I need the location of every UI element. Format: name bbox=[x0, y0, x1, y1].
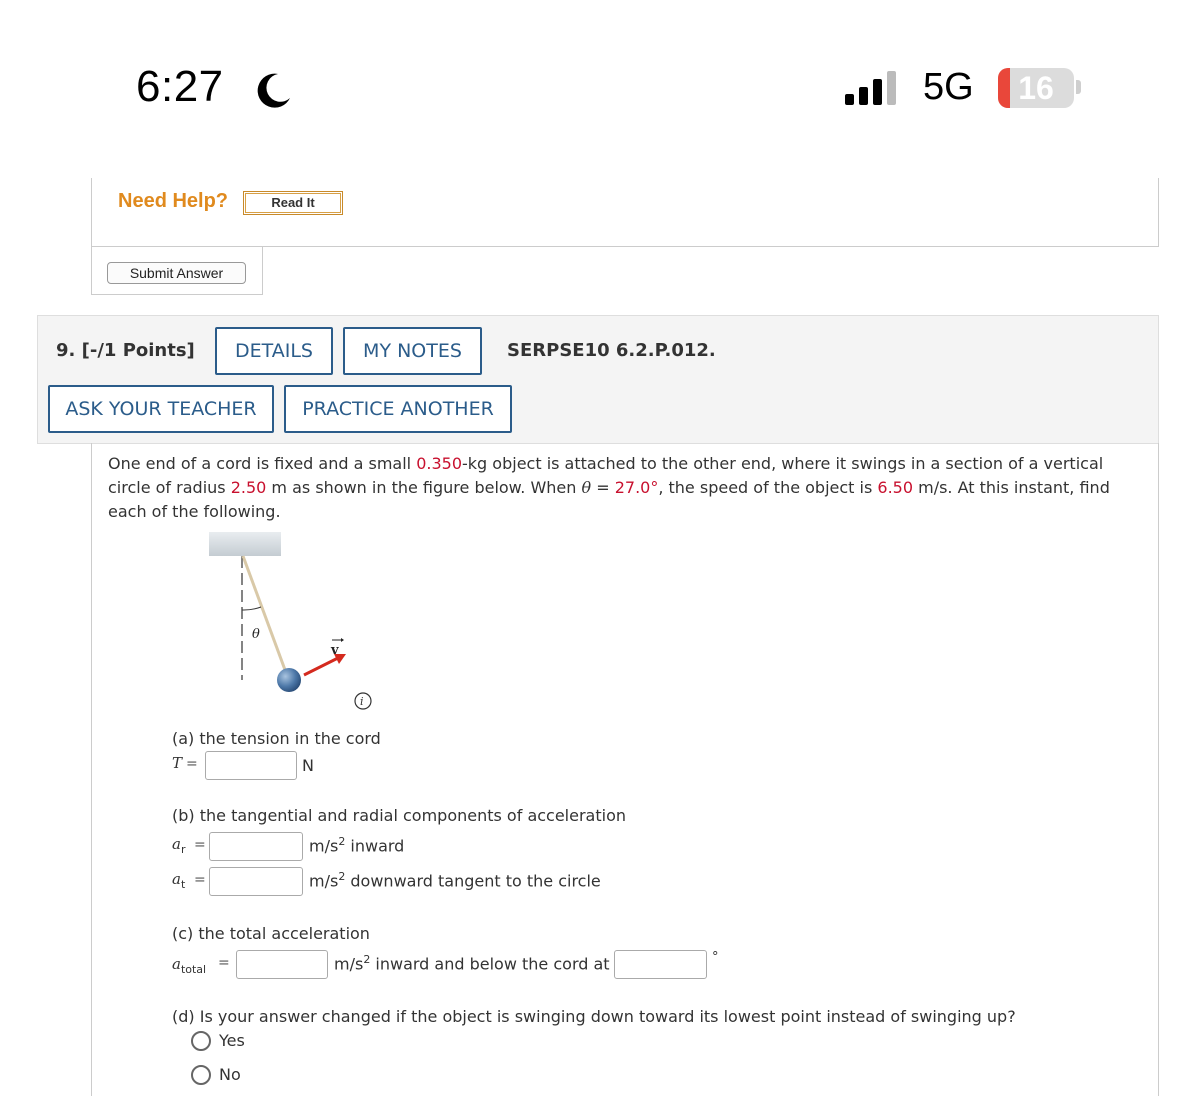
speed-value: 6.50 bbox=[877, 478, 914, 497]
tension-eq: = bbox=[186, 756, 198, 772]
question-code: SERPSE10 6.2.P.012. bbox=[507, 340, 716, 361]
status-time: 6:27 bbox=[136, 62, 224, 111]
object-ball bbox=[277, 668, 301, 692]
network-label: 5G bbox=[923, 66, 974, 108]
radio-no[interactable] bbox=[191, 1065, 211, 1085]
read-it-button[interactable] bbox=[243, 191, 343, 215]
tension-unit: N bbox=[302, 756, 314, 775]
svg-text:i: i bbox=[360, 695, 364, 708]
radio-no-label[interactable]: No bbox=[219, 1065, 241, 1084]
radial-acc-eq: = bbox=[194, 837, 206, 853]
part-d-label: (d) Is your answer changed if the object is swinging down toward its lowest point instead of swinging up? bbox=[172, 1007, 1016, 1026]
total-acc-eq: = bbox=[218, 955, 230, 971]
mass-value: 0.350 bbox=[416, 454, 463, 473]
battery-nub bbox=[1076, 80, 1081, 94]
moon-icon bbox=[254, 70, 294, 110]
radius-value: 2.50 bbox=[230, 478, 267, 497]
tangential-acc-input[interactable] bbox=[209, 867, 303, 896]
part-c-label: (c) the total acceleration bbox=[172, 924, 370, 943]
total-acc-input[interactable] bbox=[236, 950, 328, 979]
tension-var: T bbox=[172, 754, 183, 772]
battery-icon bbox=[998, 68, 1074, 108]
degree-symbol: ° bbox=[712, 950, 719, 965]
question-points: 9. [-/1 Points] bbox=[56, 340, 195, 361]
ceiling bbox=[209, 532, 281, 556]
angle-value: 27.0° bbox=[614, 478, 659, 497]
velocity-label: v bbox=[331, 643, 339, 658]
practice-another-button[interactable]: PRACTICE ANOTHER bbox=[284, 385, 512, 433]
pendulum-figure bbox=[200, 530, 390, 710]
tension-input[interactable] bbox=[205, 751, 297, 780]
read-it-label: Read It bbox=[245, 193, 341, 213]
tangential-acc-var: $a_t$ bbox=[172, 870, 186, 891]
angle-arc bbox=[242, 607, 261, 610]
submit-answer-button[interactable]: Submit Answer bbox=[107, 262, 246, 284]
my-notes-button[interactable]: MY NOTES bbox=[343, 327, 482, 375]
tangential-acc-unit: $m/s^2$ downward tangent to the circle bbox=[309, 870, 601, 891]
radio-yes-label[interactable]: Yes bbox=[219, 1031, 245, 1050]
total-acc-unit: $m/s^2$ inward and below the cord at bbox=[334, 953, 610, 974]
part-b-label: (b) the tangential and radial components of acceleration bbox=[172, 806, 626, 825]
radial-acc-var: $a_r$ bbox=[172, 835, 186, 856]
tangential-acc-eq: = bbox=[194, 872, 206, 888]
need-help-label: Need Help? bbox=[118, 190, 229, 212]
details-button[interactable]: DETAILS bbox=[215, 327, 333, 375]
radio-yes[interactable] bbox=[191, 1031, 211, 1051]
total-acc-angle-input[interactable] bbox=[614, 950, 707, 979]
question-text: One end of a cord is fixed and a small 0.350-kg object is attached to the other end, where it swings in a section of a vertical circle of radius 2.50 m as shown in the figure below. When θ = 27.0°, the speed of the object is 6.50 m/s. At this instant, find each of the following. bbox=[108, 454, 1110, 521]
radial-acc-unit: $m/s^2$ inward bbox=[309, 835, 405, 856]
total-acc-var: $a_{total}$ bbox=[172, 955, 207, 976]
battery-level: 16 bbox=[1018, 70, 1054, 106]
velocity-arrow bbox=[304, 658, 338, 675]
signal-icon bbox=[845, 70, 903, 106]
theta-label: θ bbox=[252, 627, 260, 642]
ask-your-teacher-button[interactable]: ASK YOUR TEACHER bbox=[48, 385, 274, 433]
part-a-label: (a) the tension in the cord bbox=[172, 729, 381, 748]
radial-acc-input[interactable] bbox=[209, 832, 303, 861]
cord bbox=[243, 556, 288, 678]
